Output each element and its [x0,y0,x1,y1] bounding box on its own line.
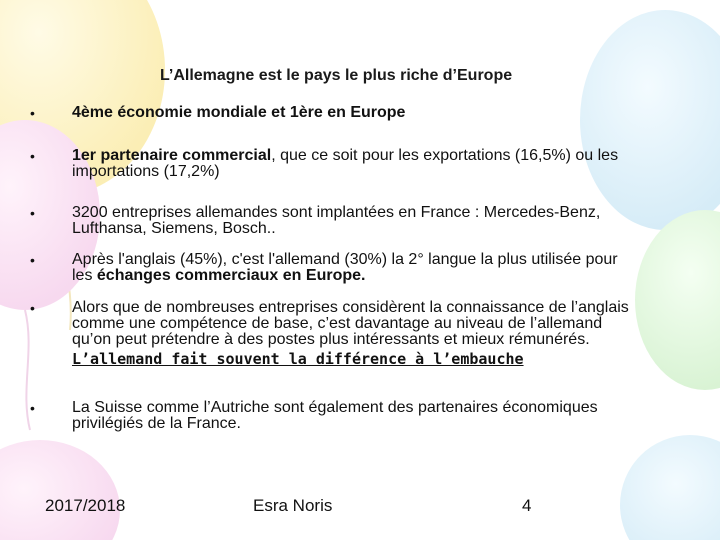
bullet-text: 3200 entreprises allemandes sont implantées en France : Mercedes-Benz, Lufthansa, Siemens, Bosch.. [72,204,601,237]
bullet-marker: • [30,300,35,316]
balloon-pink-bottom [0,440,120,540]
bullet-bold: échanges commerciaux en Europe. [96,267,366,284]
bullet-body: Alors que de nombreuses entreprises considèrent la connaissance de l’anglais comme une compétence de base, c’est davantage au niveau de l’allemand qu’on peut prétendre à des postes plus intéressants et mieux rémunérés. [72,299,629,348]
balloon-green [635,210,720,390]
slide-title: L’Allemagne est le pays le plus riche d’Europe [160,67,513,84]
bullet-text: La Suisse comme l’Autriche sont également des partenaires économiques privilégiés de la France. [72,399,598,432]
bullet-text: 4ème économie mondiale et 1ère en Europe [72,104,406,121]
bullet-emphasis: L’allemand fait souvent la différence à l’embauche [72,350,524,368]
bullet-pre: Après l'anglais (45%), c'est l'allemand (30%) la 2° langue la plus utilisée pour les [72,251,618,284]
bullet-text [72,252,637,284]
bullet-marker: • [30,148,35,164]
bullet-marker: • [30,105,35,121]
bullet-text [72,148,637,180]
bullet-marker: • [30,252,35,268]
footer-date: 2017/2018 [45,496,126,515]
bullet-bold-lead: 1er partenaire commercial [72,147,272,164]
bullet-text [72,300,637,367]
bullet-marker: • [30,400,35,416]
bullet-rest: , que ce soit pour les exportations (16,5%) ou les importations (17,2%) [72,147,619,180]
footer-author: Esra Noris [253,496,333,515]
footer-page-number: 4 [522,496,532,515]
bullet-marker: • [30,205,35,221]
balloon-blue-bottom [620,435,720,540]
